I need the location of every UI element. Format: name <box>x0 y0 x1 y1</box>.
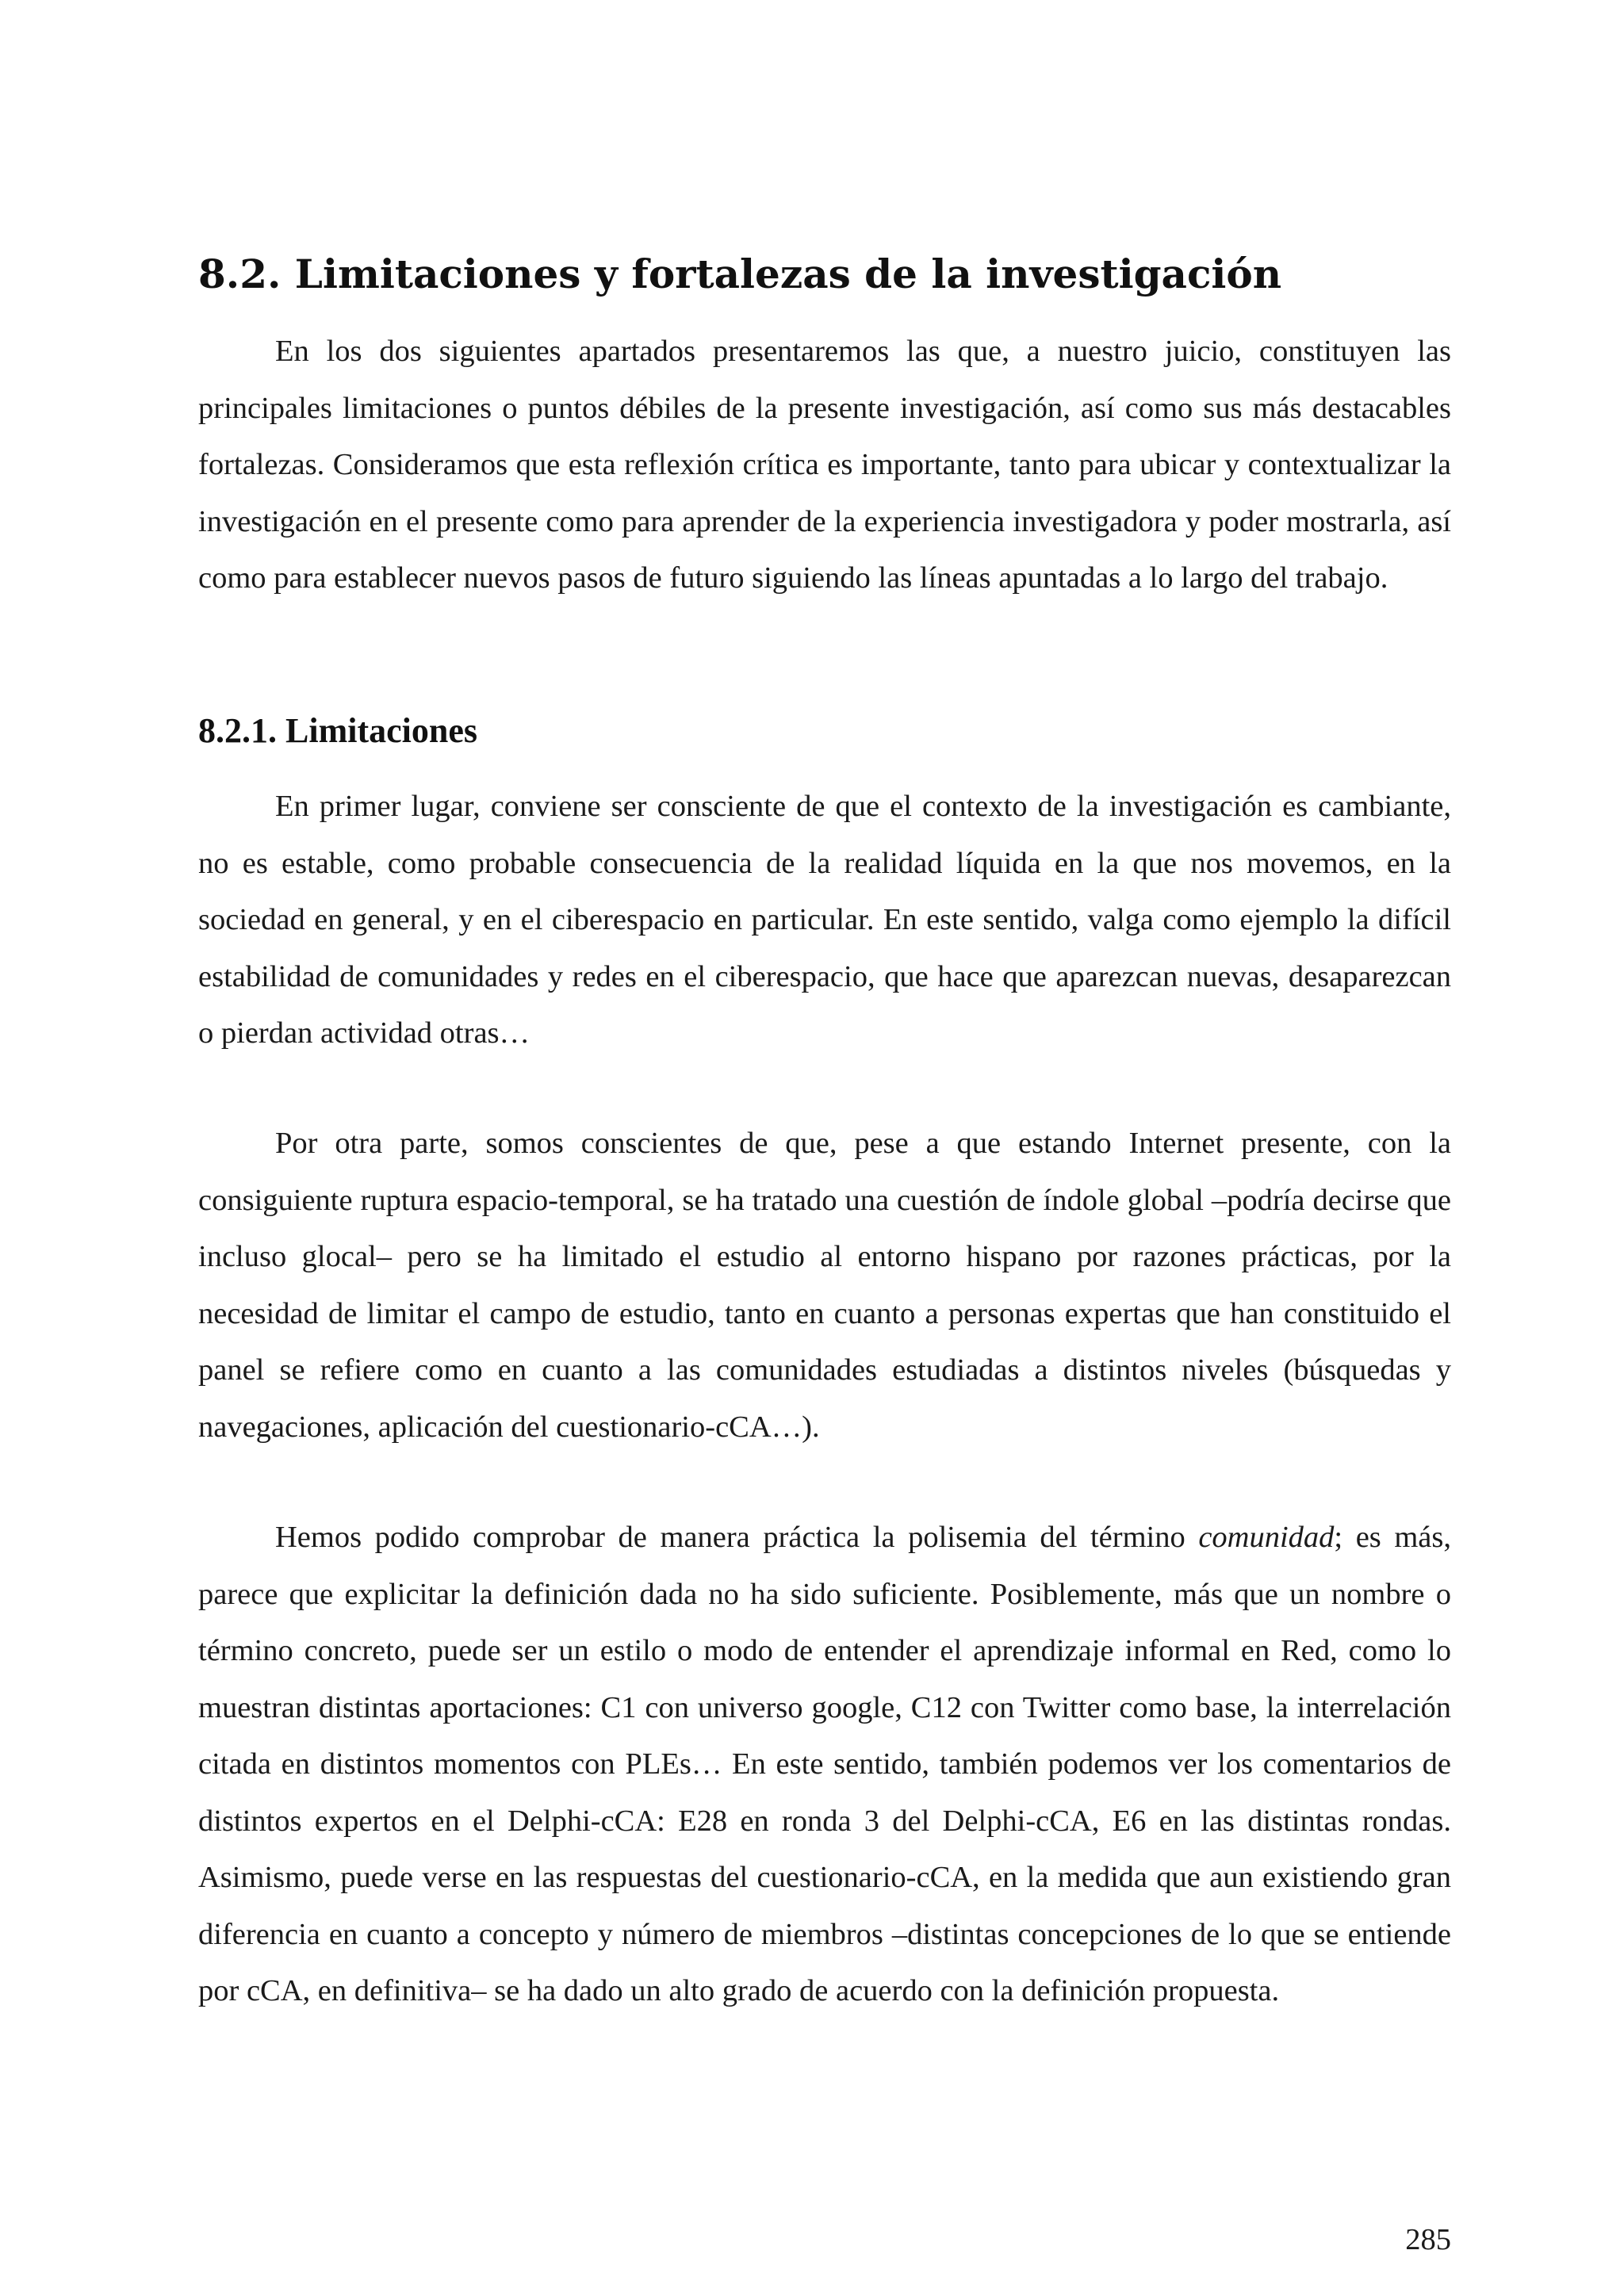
limitations-paragraph-2: Por otra parte, somos conscientes de que, pese a que estando Internet presente, con la consiguiente ruptura espacio-temporal, se ha tratado una cuestión de índole global –podría decirse que incluso glocal– pero se ha limitado el estudio al entorno hispano por razones prácticas, por la necesidad de limitar el campo de estudio, tanto en cuanto a personas expertas que han constituido el panel se refiere como en cuanto a las comunidades estudiadas a distintos niveles (búsquedas y navegaciones, aplicación del cuestionario-cCA…). <box>198 1127 1451 1444</box>
limitations-paragraph-3 <box>198 1510 1451 2020</box>
emphasized-term: comunidad <box>1198 1521 1335 1554</box>
intro-paragraph: En los dos siguientes apartados presentaremos las que, a nuestro juicio, constituyen las principales limitaciones o puntos débiles de la presente investigación, así como sus más destacables fortalezas. Consideramos que esta reflexión crítica es importante, tanto para ubicar y contextualizar la investigación en el presente como para aprender de la experiencia investigadora y poder mostrarla, así como para establecer nuevos pasos de futuro siguiendo las líneas apuntadas a lo largo del trabajo. <box>198 335 1451 595</box>
page-number: 285 <box>1405 2223 1451 2256</box>
subsection-title: 8.2.1. Limitaciones <box>198 711 477 750</box>
paragraph-text-segment: Hemos podido comprobar de manera práctica la polisemia del término <box>275 1521 1199 1554</box>
limitations-paragraph-1: En primer lugar, conviene ser consciente de que el contexto de la investigación es cambiante, no es estable, como probable consecuencia de la realidad líquida en la que nos movemos, en la sociedad en general, y en el ciberespacio en particular. En este sentido, valga como ejemplo la difícil estabilidad de comunidades y redes en el ciberespacio, que hace que aparezcan nuevas, desaparezcan o pierdan actividad otras… <box>198 790 1451 1050</box>
section-title: 8.2. Limitaciones y fortalezas de la investigación <box>198 251 1282 297</box>
paragraph-text-segment: ; es más, parece que explicitar la definición dada no ha sido suficiente. Posiblemente, más que un nombre o término concreto, puede ser un estilo o modo de entender el aprendizaje informal en Red, como lo muestran distintas aportaciones: C1 con universo google, C12 con Twitter como base, la interrelación citada en distintos momentos con PLEs… En este sentido, también podemos ver los comentarios de distintos expertos en el Delphi-cCA: E28 en ronda 3 del Delphi-cCA, E6 en las distintas rondas. Asimismo, puede verse en las respuestas del cuestionario-cCA, en la medida que aun existiendo gran diferencia en cuanto a concepto y número de miembros –distintas concepciones de lo que se entiende por cCA, en definitiva– se ha dado un alto grado de acuerdo con la definición propuesta. <box>198 1521 1451 2007</box>
